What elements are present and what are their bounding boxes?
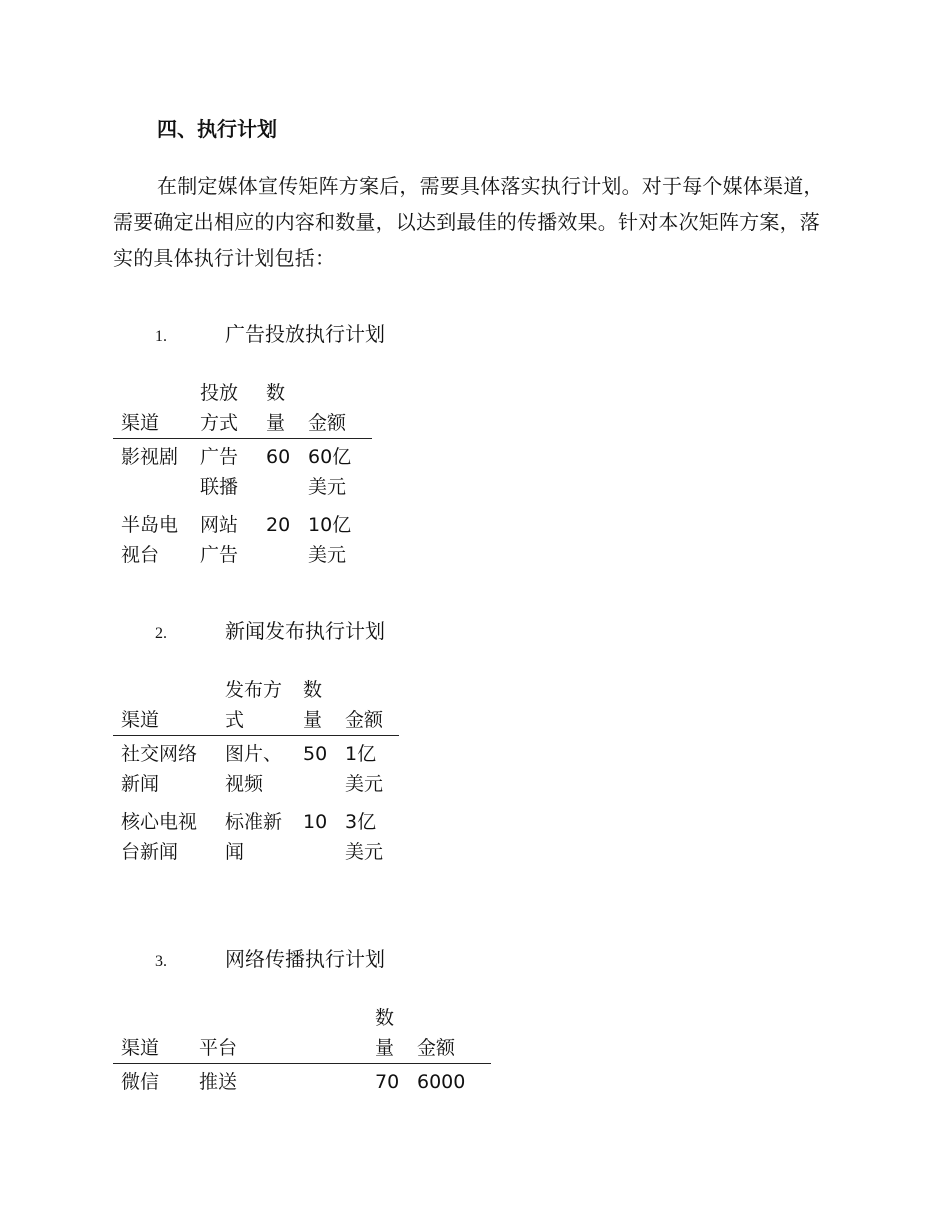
column-header-amount: 金额 xyxy=(409,1003,491,1064)
cell-quantity: 70 xyxy=(375,1071,400,1093)
column-header-channel: 渠道 xyxy=(113,675,217,736)
cell-amount: 1亿美元 xyxy=(345,743,384,795)
cell-quantity: 60 xyxy=(266,446,291,468)
web-plan-table xyxy=(113,1003,491,1102)
cell-method: 广告联播 xyxy=(200,446,239,498)
table-row xyxy=(113,439,372,508)
table-row xyxy=(113,507,372,575)
table-header-row xyxy=(113,675,399,736)
plan-1-title xyxy=(155,320,385,351)
table-row xyxy=(113,736,399,805)
cell-method: 网站广告 xyxy=(200,514,239,566)
column-header-quantity: 数量 xyxy=(295,675,337,736)
cell-platform: 推送 xyxy=(199,1071,238,1093)
plan-2-number: 2. xyxy=(155,625,167,642)
cell-amount: 6000 xyxy=(417,1071,466,1093)
column-header-quantity: 数量 xyxy=(258,378,300,439)
cell-amount: 3亿美元 xyxy=(345,811,384,863)
plan-3-title xyxy=(155,945,385,976)
cell-amount: 10亿美元 xyxy=(308,514,352,566)
plan-1-title-text: 广告投放执行计划 xyxy=(225,322,385,346)
table-header-row xyxy=(113,1003,491,1064)
table-row xyxy=(113,804,399,872)
plan-1-number: 1. xyxy=(155,328,167,345)
cell-method: 标准新闻 xyxy=(225,811,283,863)
intro-paragraph: 在制定媒体宣传矩阵方案后，需要具体落实执行计划。对于每个媒体渠道，需要确定出相应的内容和数量，以达到最佳的传播效果。针对本次矩阵方案，落实的具体执行计划包括： xyxy=(113,174,824,270)
cell-channel: 社交网络新闻 xyxy=(121,743,198,795)
cell-amount: 60亿美元 xyxy=(308,446,352,498)
ad-plan-table xyxy=(113,378,372,575)
cell-channel: 微信 xyxy=(121,1071,160,1093)
column-header-platform: 平台 xyxy=(191,1003,367,1064)
table-header-row xyxy=(113,378,372,439)
cell-channel: 半岛电视台 xyxy=(121,514,179,566)
plan-3-title-text: 网络传播执行计划 xyxy=(225,947,385,971)
cell-quantity: 10 xyxy=(303,811,328,833)
column-header-quantity: 数量 xyxy=(367,1003,409,1064)
cell-quantity: 50 xyxy=(303,743,328,765)
table-row xyxy=(113,1064,491,1103)
plan-2-title-text: 新闻发布执行计划 xyxy=(225,619,385,643)
column-header-method: 发布方式 xyxy=(217,675,295,736)
news-plan-table xyxy=(113,675,399,872)
column-header-amount: 金额 xyxy=(337,675,399,736)
cell-channel: 影视剧 xyxy=(121,446,179,468)
cell-quantity: 20 xyxy=(266,514,291,536)
column-header-channel: 渠道 xyxy=(113,1003,191,1064)
column-header-channel: 渠道 xyxy=(113,378,192,439)
plan-3-number: 3. xyxy=(155,953,167,970)
section-heading: 四、执行计划 xyxy=(157,117,277,141)
cell-channel: 核心电视台新闻 xyxy=(121,811,198,863)
plan-2-title xyxy=(155,617,385,648)
column-header-method: 投放方式 xyxy=(192,378,258,439)
cell-method: 图片、视频 xyxy=(225,743,283,795)
column-header-amount: 金额 xyxy=(300,378,372,439)
